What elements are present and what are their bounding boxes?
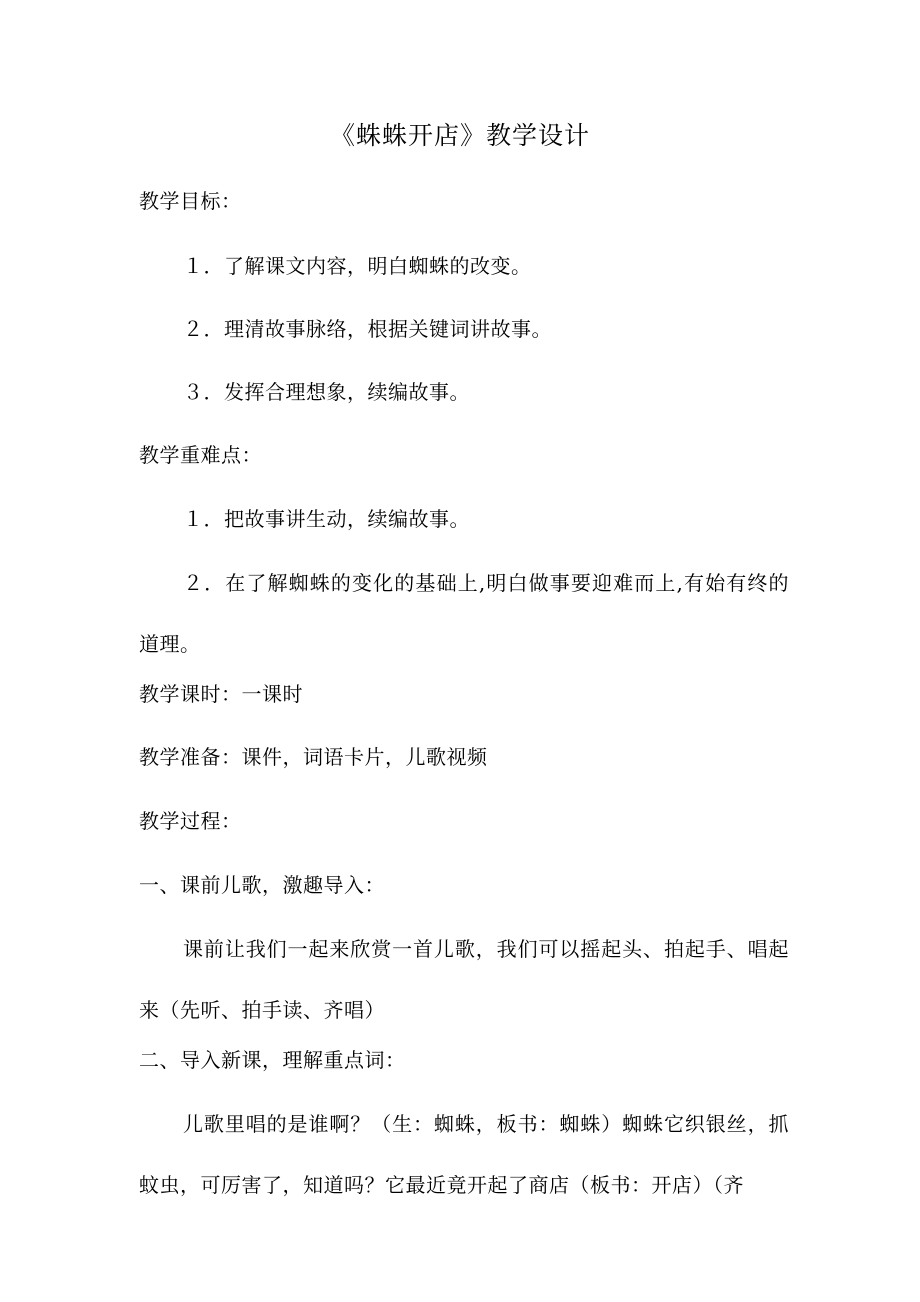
objective-item-2: ２．理清故事脉络，根据关键词讲故事。 [183, 317, 552, 341]
class-hours: 教学课时：一课时 [139, 682, 303, 706]
objective-item-1: １．了解课文内容，明白蜘蛛的改变。 [183, 254, 532, 278]
preparation: 教学准备：课件，词语卡片，儿歌视频 [139, 745, 488, 769]
objectives-heading: 教学目标： [139, 189, 242, 213]
objective-item-3: ３．发挥合理想象，续编故事。 [183, 380, 470, 404]
document-title: 《蛛蛛开店》教学设计 [329, 121, 590, 150]
process-heading: 教学过程： [139, 809, 242, 833]
key-point-item-2: ２．在了解蜘蛛的变化的基础上,明白做事要迎难而上,有始有终的道理。 [139, 571, 789, 656]
section1-body: 课前让我们一起来欣赏一首儿歌，我们可以摇起头、拍起手、唱起来（先听、拍手读、齐唱） [139, 937, 789, 1022]
section2-body: 儿歌里唱的是谁啊？（生：蜘蛛，板书：蜘蛛）蜘蛛它织银丝，抓蚊虫，可厉害了，知道吗？它最近竟开起了商店（板书：开店）（齐 [139, 1112, 789, 1197]
section2-heading: 二、导入新课，理解重点词： [139, 1048, 406, 1072]
section1-heading: 一、课前儿歌，激趣导入： [139, 873, 385, 897]
key-points-heading: 教学重难点： [139, 443, 262, 467]
key-point-item-1: １．把故事讲生动，续编故事。 [183, 507, 470, 531]
